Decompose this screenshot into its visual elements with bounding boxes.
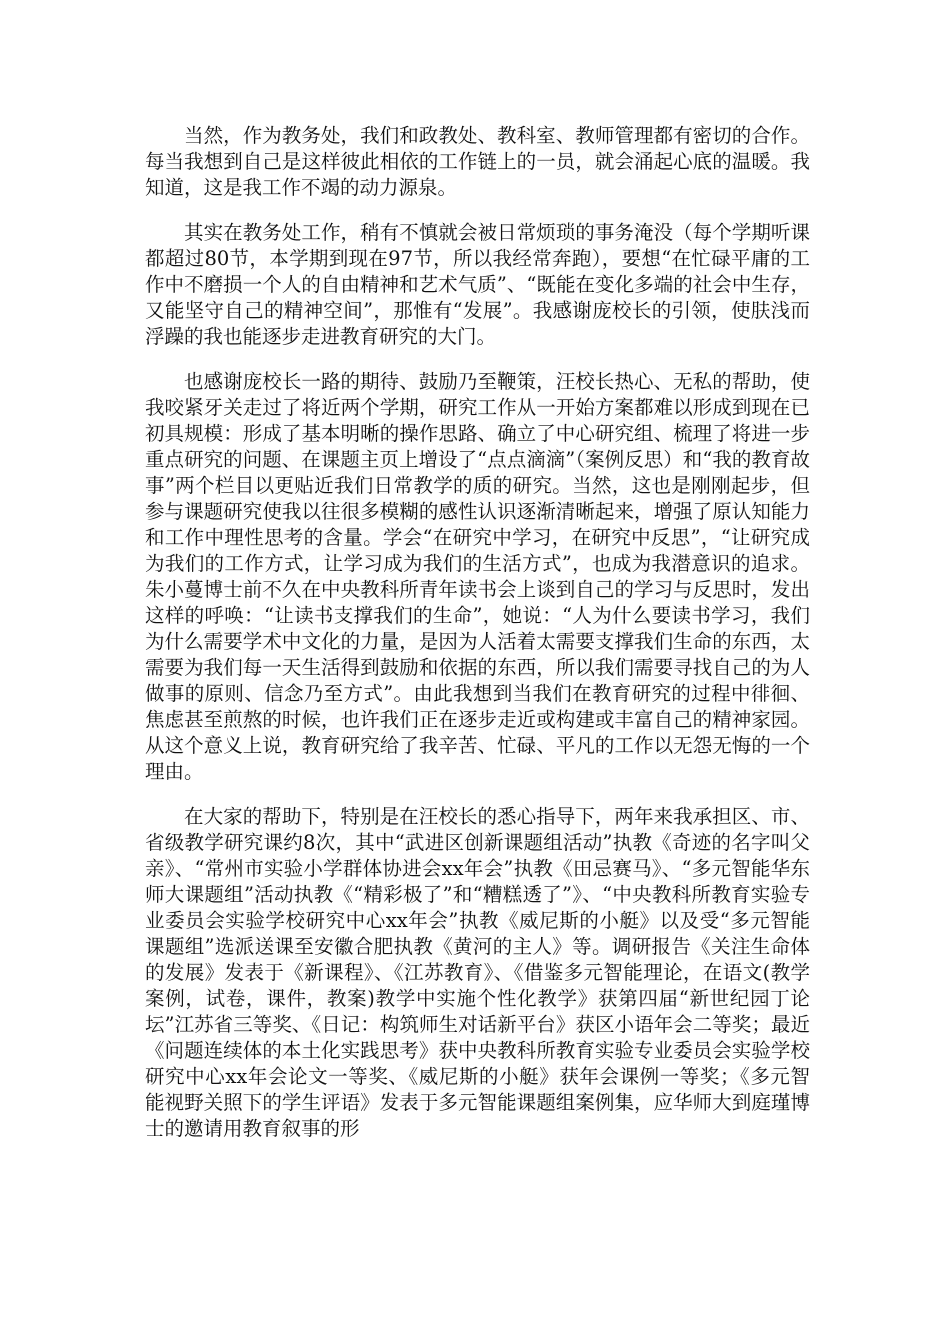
document-body	[145, 123, 810, 1161]
paragraph-2: 其实在教务处工作，稍有不慎就会被日常烦琐的事务淹没（每个学期听课都超过80节，本学期到现在97节，所以我经常奔跑），要想“在忙碌平庸的工作中不磨损一个人的自由精神和艺术气质”、“既能在变化多端的社会中生存，又能坚守自己的精神空间”，那惟有“发展”。我感谢庞校长的引领，使肤浅而浮躁的我也能逐步走进教育研究的大门。	[145, 221, 810, 348]
paragraph-3: 也感谢庞校长一路的期待、鼓励乃至鞭策，汪校长热心、无私的帮助，使我咬紧牙关走过了将近两个学期，研究工作从一开始方案都难以形成到现在已初具规模：形成了基本明晰的操作思路、确立了中心研究组、梳理了将进一步重点研究的问题、在课题主页上增设了“点点滴滴”（案例反思）和“我的教育故事”两个栏目以更贴近我们日常教学的质的研究。当然，这也是刚刚起步，但参与课题研究使我以往很多模糊的感性认识逐渐清晰起来，增强了原认知能力和工作中理性思考的含量。学会“在研究中学习，在研究中反思”，“让研究成为我们的工作方式，让学习成为我们的生活方式”，也成为我潜意识的追求。朱小蔓博士前不久在中央教科所青年读书会上谈到自己的学习与反思时，发出这样的呼唤：“让读书支撑我们的生命”，她说：“人为什么要读书学习，我们为什么需要学术中文化的力量，是因为人活着太需要支撑我们生命的东西，太需要为我们每一天生活得到鼓励和依据的东西，所以我们需要寻找自己的为人做事的原则、信念乃至方式”。由此我想到当我们在教育研究的过程中徘徊、焦虑甚至煎熬的时候，也许我们正在逐步走近或构建或丰富自己的精神家园。从这个意义上说，教育研究给了我辛苦、忙碌、平凡的工作以无怨无悔的一个理由。	[145, 370, 810, 783]
paragraph-4: 在大家的帮助下，特别是在汪校长的悉心指导下，两年来我承担区、市、省级教学研究课约8次，其中“武进区创新课题组活动”执教《奇迹的名字叫父亲》、“常州市实验小学群体协进会xx年会”执教《田忌赛马》、“多元智能华东师大课题组”活动执教《“精彩极了”和“糟糕透了”》、“中央教科所教育实验专业委员会实验学校研究中心xx年会”执教《威尼斯的小艇》以及受“多元智能课题组”选派送课至安徽合肥执教《黄河的主人》等。调研报告《关注生命体的发展》发表于《新课程》、《江苏教育》、《借鉴多元智能理论，在语文(教学案例，试卷，课件，教案)教学中实施个性化教学》获第四届“新世纪园丁论坛”江苏省三等奖、《日记：构筑师生对话新平台》获区小语年会二等奖；最近《问题连续体的本土化实践思考》获中央教科所教育实验专业委员会实验学校研究中心xx年会论文一等奖、《威尼斯的小艇》获年会课例一等奖；《多元智能视野关照下的学生评语》发表于多元智能课题组案例集，应华师大到庭瑾博士的邀请用教育叙事的形	[145, 805, 810, 1140]
paragraph-1: 当然，作为教务处，我们和政教处、教科室、教师管理都有密切的合作。每当我想到自己是这样彼此相依的工作链上的一员，就会涌起心底的温暖。我知道，这是我工作不竭的动力源泉。	[145, 124, 810, 199]
